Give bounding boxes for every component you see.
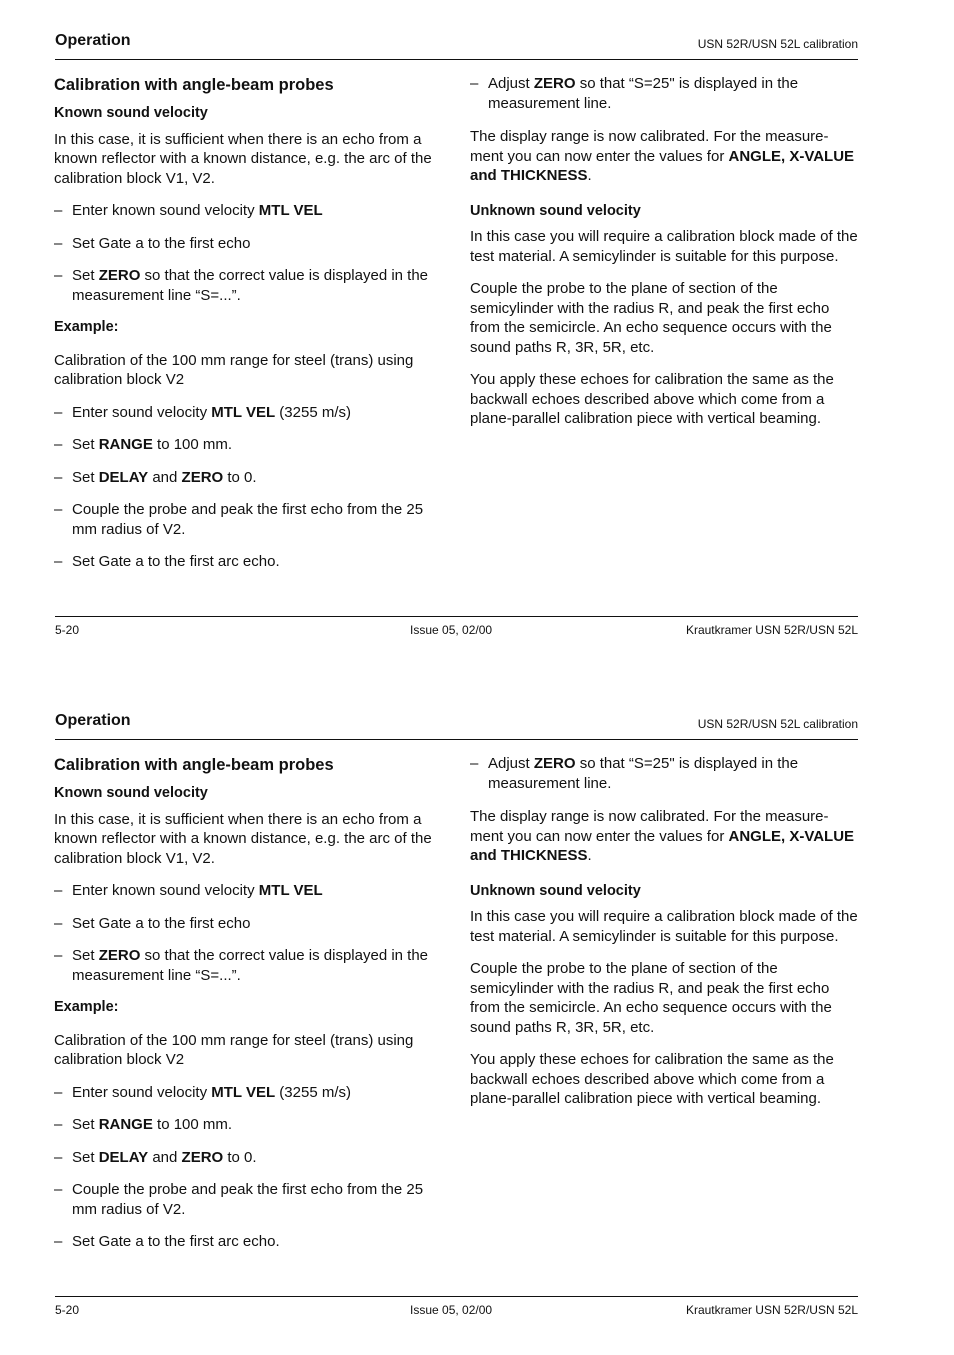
list-item-text: Set Gate a to the first echo bbox=[72, 914, 251, 932]
known-velocity-intro: In this case, it is sufficient when there is an echo from a known reflector with a known distance, e.g. the arc of the calibration block V1, V2. bbox=[54, 130, 432, 187]
bullet-dash: – bbox=[54, 1148, 63, 1166]
known-velocity-heading: Known sound velocity bbox=[54, 105, 208, 121]
example-heading: Example: bbox=[54, 319, 119, 335]
list-item bbox=[54, 201, 446, 221]
header-chapter: USN 52R/USN 52L calibration bbox=[697, 717, 858, 731]
footer-product: Krautkramer USN 52R/USN 52L bbox=[685, 623, 858, 637]
footer-divider bbox=[55, 1296, 858, 1297]
list-item-keyword: RANGE bbox=[98, 1116, 153, 1133]
footer-divider bbox=[55, 616, 858, 617]
unknown-velocity-paragraph: You apply these echoes for calibration the same as the backwall echoes described above which come from a plane-parallel calibration piece with vertical beaming. bbox=[470, 1051, 834, 1107]
left-column bbox=[54, 74, 446, 585]
right-column bbox=[470, 74, 860, 442]
list-item-keyword: RANGE bbox=[98, 436, 153, 453]
list-item-text: Set bbox=[72, 267, 99, 284]
list-item-text: Set Gate a to the first echo bbox=[72, 234, 251, 252]
list-item-keyword: MTL VEL bbox=[258, 202, 323, 219]
list-item-text: to 0. bbox=[223, 468, 257, 486]
section-title: Calibration with angle-beam probes bbox=[54, 76, 334, 94]
section-title: Calibration with angle-beam probes bbox=[54, 756, 334, 774]
list-item bbox=[54, 1232, 446, 1252]
header-divider bbox=[55, 59, 858, 60]
bullet-dash: – bbox=[54, 436, 63, 453]
manual-page-top bbox=[0, 0, 954, 675]
bullet-dash: – bbox=[54, 914, 63, 932]
example-text: Calibration of the 100 mm range for steel (trans) using calibration block V2 bbox=[54, 351, 414, 388]
list-item bbox=[54, 552, 446, 572]
bullet-dash: – bbox=[54, 553, 63, 570]
list-item-text: Set Gate a to the first arc echo. bbox=[72, 1233, 280, 1250]
list-item-text: to 0. bbox=[223, 1148, 257, 1166]
list-item-text: (3255 m/s) bbox=[275, 403, 351, 421]
paragraph-keyword: ANGLE, X-VALUE and THICKNESS bbox=[470, 827, 855, 864]
bullet-dash: – bbox=[54, 501, 63, 518]
list-item-keyword: ZERO bbox=[533, 755, 576, 772]
list-item-text: and bbox=[148, 468, 182, 486]
list-item bbox=[54, 946, 446, 985]
bullet-dash: – bbox=[54, 403, 63, 421]
list-item bbox=[54, 1115, 446, 1135]
list-item-text: so that “S=25" is displayed in the measurement line. bbox=[488, 755, 799, 792]
footer-product: Krautkramer USN 52R/USN 52L bbox=[685, 1303, 858, 1317]
footer-issue: Issue 05, 02/00 bbox=[410, 623, 493, 637]
bullet-dash: – bbox=[54, 267, 63, 284]
example-text: Calibration of the 100 mm range for steel (trans) using calibration block V2 bbox=[54, 1031, 414, 1068]
list-item-text: Set bbox=[72, 947, 99, 964]
list-item bbox=[54, 403, 446, 423]
calibrated-paragraph bbox=[470, 127, 860, 186]
list-item-keyword: DELAY bbox=[98, 468, 149, 486]
unknown-velocity-heading: Unknown sound velocity bbox=[470, 882, 641, 899]
paragraph-text: . bbox=[587, 167, 592, 184]
list-item bbox=[54, 435, 446, 455]
paragraph-text: The display range is now calibrated. For the measure-ment you can now enter the values for bbox=[470, 808, 829, 845]
unknown-velocity-heading: Unknown sound velocity bbox=[470, 202, 641, 219]
unknown-velocity-paragraph: In this case you will require a calibration block made of the test material. A semicylinder is suitable for this purpose. bbox=[470, 908, 858, 945]
list-item-text: (3255 m/s) bbox=[275, 1083, 351, 1101]
bullet-dash: – bbox=[54, 947, 63, 964]
unknown-velocity-paragraph: In this case you will require a calibration block made of the test material. A semicylinder is suitable for this purpose. bbox=[470, 228, 858, 265]
right-column bbox=[470, 754, 860, 1122]
list-item-keyword: ZERO bbox=[98, 267, 141, 284]
paragraph-text: . bbox=[587, 847, 592, 864]
list-item bbox=[54, 881, 446, 901]
list-item-text: Adjust bbox=[488, 755, 534, 772]
list-item-text: Enter known sound velocity bbox=[72, 882, 259, 899]
paragraph-keyword: ANGLE, X-VALUE and THICKNESS bbox=[470, 147, 855, 184]
left-column bbox=[54, 754, 446, 1265]
list-item bbox=[54, 500, 446, 539]
list-item-text: Enter sound velocity bbox=[72, 403, 212, 421]
list-item bbox=[54, 234, 446, 254]
list-item bbox=[54, 1180, 446, 1219]
header-section: Operation bbox=[55, 32, 131, 49]
list-item-keyword: MTL VEL bbox=[211, 1083, 276, 1101]
list-item-text: to 100 mm. bbox=[152, 436, 233, 453]
calibrated-paragraph bbox=[470, 807, 860, 866]
list-item-text: so that the correct value is displayed in the measurement line “S=...”. bbox=[72, 947, 429, 984]
list-item-text: so that “S=25" is displayed in the measurement line. bbox=[488, 75, 799, 112]
known-velocity-intro: In this case, it is sufficient when there is an echo from a known reflector with a known distance, e.g. the arc of the calibration block V1, V2. bbox=[54, 810, 432, 867]
list-item-text: Set bbox=[72, 468, 99, 486]
bullet-dash: – bbox=[470, 755, 479, 772]
list-item-text: and bbox=[148, 1148, 182, 1166]
list-item bbox=[54, 914, 446, 934]
list-item-text: Enter sound velocity bbox=[72, 1083, 212, 1101]
bullet-dash: – bbox=[54, 1083, 63, 1101]
list-item-keyword: MTL VEL bbox=[211, 403, 276, 421]
list-item bbox=[54, 1148, 446, 1168]
bullet-dash: – bbox=[470, 75, 479, 92]
list-item bbox=[470, 754, 860, 793]
unknown-velocity-paragraph: You apply these echoes for calibration the same as the backwall echoes described above which come from a plane-parallel calibration piece with vertical beaming. bbox=[470, 371, 834, 427]
list-item-text: Set bbox=[72, 436, 99, 453]
bullet-dash: – bbox=[54, 234, 63, 252]
bullet-dash: – bbox=[54, 1233, 63, 1250]
list-item bbox=[470, 74, 860, 113]
example-heading: Example: bbox=[54, 999, 119, 1015]
list-item-text: Set bbox=[72, 1148, 99, 1166]
footer-page-number: 5-20 bbox=[55, 1303, 80, 1317]
known-velocity-heading: Known sound velocity bbox=[54, 785, 208, 801]
list-item-keyword: ZERO bbox=[181, 1148, 224, 1166]
bullet-dash: – bbox=[54, 1181, 63, 1198]
list-item bbox=[54, 266, 446, 305]
header-divider bbox=[55, 739, 858, 740]
list-item bbox=[54, 1083, 446, 1103]
list-item-keyword: ZERO bbox=[181, 468, 224, 486]
list-item-keyword: ZERO bbox=[533, 75, 576, 92]
list-item-keyword: MTL VEL bbox=[258, 882, 323, 899]
paragraph-text: The display range is now calibrated. For the measure-ment you can now enter the values for bbox=[470, 128, 829, 165]
header-chapter: USN 52R/USN 52L calibration bbox=[697, 37, 858, 51]
unknown-velocity-paragraph: Couple the probe to the plane of section of the semicylinder with the radius R, and peak the first echo from the semicircle. An echo sequence occurs with the sound paths R, 3R, 5R, etc. bbox=[470, 960, 832, 1036]
bullet-dash: – bbox=[54, 882, 63, 899]
list-item-text: Couple the probe and peak the first echo from the 25 mm radius of V2. bbox=[72, 1181, 424, 1218]
list-item-text: Set Gate a to the first arc echo. bbox=[72, 553, 280, 570]
footer-issue: Issue 05, 02/00 bbox=[410, 1303, 493, 1317]
bullet-dash: – bbox=[54, 468, 63, 486]
bullet-dash: – bbox=[54, 1116, 63, 1133]
list-item-text: so that the correct value is displayed in the measurement line “S=...”. bbox=[72, 267, 429, 304]
manual-page-bottom bbox=[0, 680, 954, 1355]
unknown-velocity-paragraph: Couple the probe to the plane of section of the semicylinder with the radius R, and peak the first echo from the semicircle. An echo sequence occurs with the sound paths R, 3R, 5R, etc. bbox=[470, 280, 832, 356]
list-item-text: Adjust bbox=[488, 75, 534, 92]
list-item-text: Enter known sound velocity bbox=[72, 202, 259, 219]
list-item-text: Set bbox=[72, 1116, 99, 1133]
list-item-text: Couple the probe and peak the first echo from the 25 mm radius of V2. bbox=[72, 501, 424, 538]
bullet-dash: – bbox=[54, 202, 63, 219]
header-section: Operation bbox=[55, 712, 131, 729]
footer-page-number: 5-20 bbox=[55, 623, 80, 637]
list-item-keyword: DELAY bbox=[98, 1148, 149, 1166]
list-item-keyword: ZERO bbox=[98, 947, 141, 964]
list-item bbox=[54, 468, 446, 488]
list-item-text: to 100 mm. bbox=[152, 1116, 233, 1133]
